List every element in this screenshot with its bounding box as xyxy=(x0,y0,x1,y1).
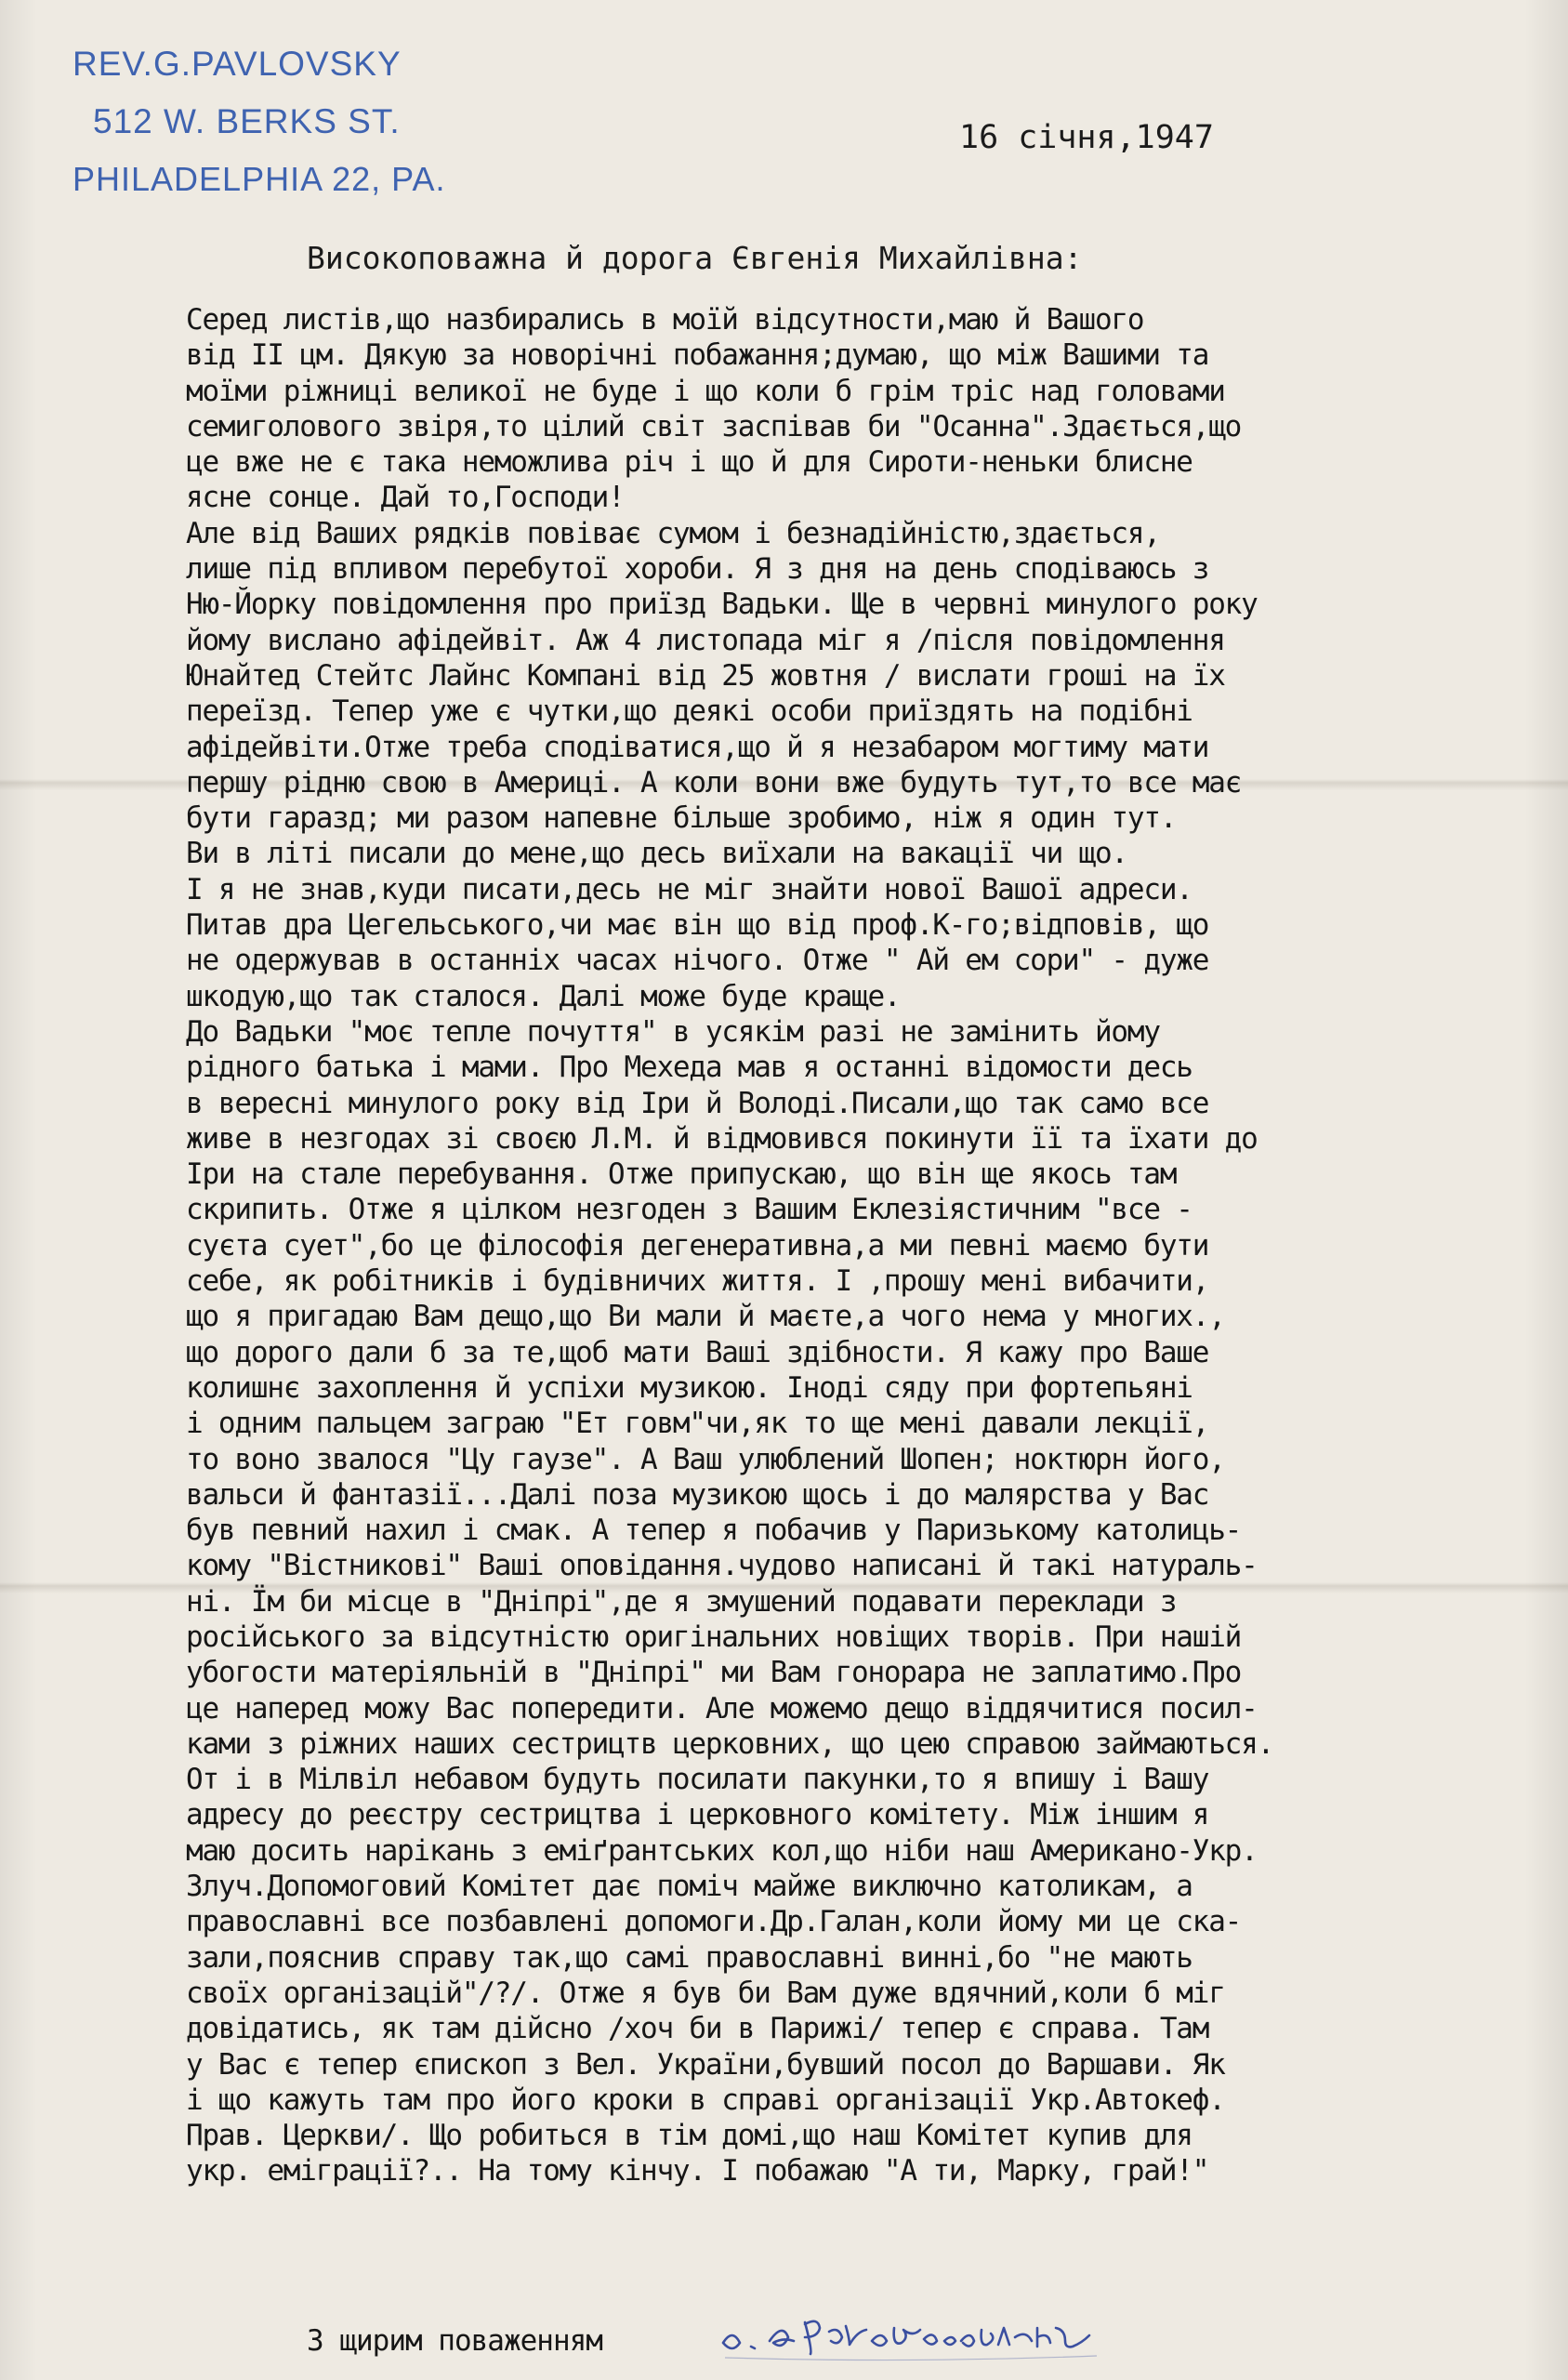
letter-date: 16 січня,1947 xyxy=(959,119,1214,156)
body-line: це наперед можу Вас попередити. Але можемо дещо віддячитися посил- xyxy=(186,1691,1258,1726)
body-line: ні. Їм би місце в "Дніпрі",де я змушений подавати переклади з xyxy=(186,1584,1177,1619)
body-line: Злуч.Допомоговий Комітет дає поміч майже виключно католикам, а xyxy=(186,1870,1192,1904)
body-line: укр. еміграції?.. На тому кінчу. І побажаю "А ти, Марку, грай!" xyxy=(186,2154,1209,2188)
body-line: це вже не є така неможлива річ і що й для Сироти-неньки блисне xyxy=(186,445,1192,480)
body-line: Ню-Йорку повідомлення про приїзд Вадьки. Ще в червні минулого року xyxy=(186,588,1258,622)
body-line: моїми ріжниці великої не буде і що коли б грім тріс над головами xyxy=(186,374,1225,408)
body-line: От і в Мілвіл небавом будуть посилати пакунки,то я впишу і Вашу xyxy=(186,1763,1209,1797)
body-line: від II цм. Дякую за новорічні побажання;думаю, що між Вашими та xyxy=(186,338,1209,373)
body-line: йому вислано афідейвіт. Аж 4 листопада міг я /після повідомлення xyxy=(186,623,1225,657)
body-line: скрипить. Отже я цілком незгоден з Вашим Еклезіястичним "все - xyxy=(186,1193,1192,1227)
body-line: у Вас є тепер єпископ з Вел. України,бувший посол до Варшави. Як xyxy=(186,2047,1225,2082)
letterhead-street: 512 W. BERKS ST. xyxy=(93,102,401,140)
body-line: і одним пальцем заграю "Ет говм"чи,як то ще мені давали лекції, xyxy=(186,1407,1209,1441)
body-line: першу рідню свою в Америці. А коли вони вже будуть тут,то все має xyxy=(186,765,1242,800)
body-line: адресу до реєстру сестрицтва і церковного комітету. Між іншим я xyxy=(186,1798,1209,1832)
body-line: православні все позбавлені допомоги.Др.Галан,коли йому ми це ска- xyxy=(186,1905,1242,1939)
body-line: не одержував в останніх часах нічого. Отже " Ай ем сори" - дуже xyxy=(186,944,1209,978)
body-line: Але від Ваших рядків повіває сумом і безнадійністю,здається, xyxy=(186,516,1160,550)
body-line: своїх організацій"/?/. Отже я був би Вам дуже вдячний,коли б міг xyxy=(186,1976,1225,2010)
body-line: в вересні минулого року від Іри й Володі.Писали,що так само все xyxy=(186,1086,1209,1120)
body-line: російського за відсутністю оригінальних новіщих творів. При нашій xyxy=(186,1620,1242,1654)
body-line: Іри на стале перебування. Отже припускаю, що він ще якось там xyxy=(186,1157,1177,1192)
body-line: переїзд. Тепер уже є чутки,що деякі особи приїздять на подібні xyxy=(186,694,1192,729)
body-line: кому "Вістникові" Ваші оповідання.чудово написані й такі натураль- xyxy=(186,1549,1258,1583)
body-line: лише під впливом перебутої хороби. Я з дня на день сподіваюсь з xyxy=(186,552,1209,587)
body-line: живе в незгодах зі своєю Л.М. й відмовився покинути її та їхати до xyxy=(186,1121,1258,1156)
body-line: І я не знав,куди писати,десь не міг знайти нової Вашої адреси. xyxy=(186,872,1192,906)
body-line: зали,пояснив справу так,що самі православні винні,бо "не мають xyxy=(186,1940,1192,1975)
body-line: вальси й фантазії...Далі поза музикою щось і до малярства у Вас xyxy=(186,1477,1209,1512)
body-line: що я пригадаю Вам дещо,що Ви мали й маєте,а чого нема у многих., xyxy=(186,1300,1225,1334)
body-line: До Вадьки "моє тепле почуття" в усякім разі не замінить йому xyxy=(186,1014,1160,1049)
body-line: колишнє захоплення й успіхи музикою. Іноді сяду при фортепьяні xyxy=(186,1370,1192,1405)
body-line: що дорого дали б за те,щоб мати Ваші здібности. Я кажу про Ваше xyxy=(186,1335,1209,1369)
closing-phrase: З щирим поваженням xyxy=(307,2324,602,2358)
salutation: Високоповажна й дорога Євгенія Михайлівна: xyxy=(307,240,1083,276)
body-line: і що кажуть там про його кроки в справі організації Укр.Автокеф. xyxy=(186,2082,1225,2117)
body-line: себе, як робітників і будівничих життя. І ,прошу мені вибачити, xyxy=(186,1264,1209,1299)
body-line: ками з ріжних наших сестрицтв церковних, що цею справою займаються. xyxy=(186,1726,1274,1761)
body-line: суєта сует",бо це філософія дегенеративна,а ми певні маємо бути xyxy=(186,1228,1209,1263)
body-line: то воно звалося "Цу гаузе". А Ваш улюблений Шопен; ноктюрн його, xyxy=(186,1442,1225,1476)
letterhead-stamp xyxy=(72,35,446,208)
body-line: Прав. Церкви/. Що робиться в тім домі,що наш Комітет купив для xyxy=(186,2119,1192,2153)
body-line: був певний нахил і смак. А тепер я побачив у Паризькому католиць- xyxy=(186,1514,1242,1548)
letterhead-city: PHILADELPHIA 22, PA. xyxy=(72,160,446,198)
signature xyxy=(716,2304,1106,2369)
body-line: Юнайтед Стейтс Лайнс Компані від 25 жовтня / вислати гроші на їх xyxy=(186,658,1225,693)
body-line: Серед листів,що назбирались в моїй відсутности,маю й Вашого xyxy=(186,303,1144,337)
body-line: маю досить нарікань з еміґрантських кол,що ніби наш Американо-Укр. xyxy=(186,1833,1258,1868)
letterhead-name: REV.G.PAVLOVSKY xyxy=(72,45,402,83)
body-line: довідатись, як там дійсно /хоч би в Парижі/ тепер є справа. Там xyxy=(186,2012,1209,2046)
letter-body xyxy=(186,302,1534,2189)
body-line: Питав дра Цегельського,чи має він що від проф.К-го;відповів, що xyxy=(186,908,1209,943)
body-line: семиголового звіря,то цілий світ заспівав би "Осанна".Здається,що xyxy=(186,409,1242,443)
body-line: рідного батька і мами. Про Мехеда мав я останні відомости десь xyxy=(186,1051,1192,1085)
body-line: ясне сонце. Дай то,Господи! xyxy=(186,481,625,515)
body-line: Ви в літі писали до мене,що десь виїхали на вакації чи що. xyxy=(186,837,1127,871)
body-line: афідейвіти.Отже треба сподіватися,що й я незабаром могтиму мати xyxy=(186,730,1209,764)
body-line: убогости матеріяльній в "Дніпрі" ми Вам гонорара не заплатимо.Про xyxy=(186,1656,1242,1690)
body-line: бути гаразд; ми разом напевне більше зробимо, ніж я один тут. xyxy=(186,801,1177,836)
body-line: шкодую,що так сталося. Далі може буде краще. xyxy=(186,979,901,1013)
